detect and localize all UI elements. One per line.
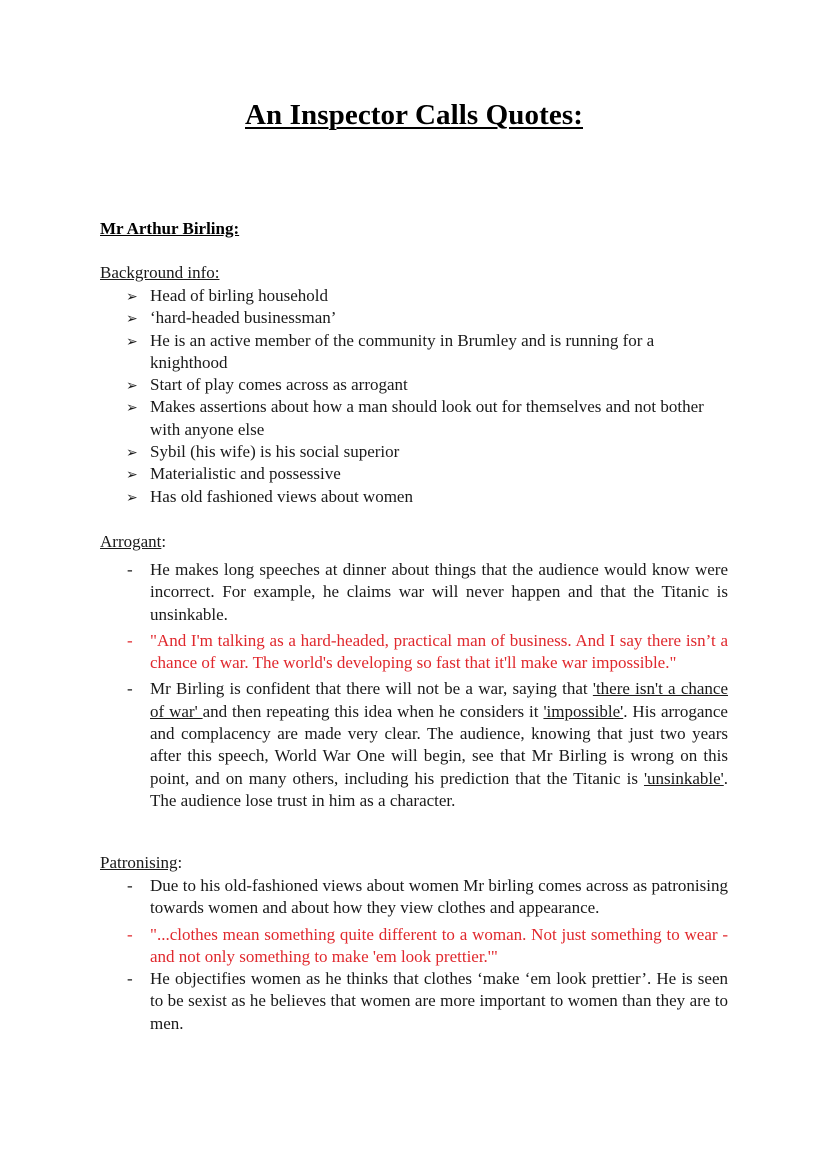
patronising-heading	[100, 853, 182, 873]
list-item	[0, 678, 728, 812]
list-item-text: Start of play comes across as arrogant	[150, 375, 408, 395]
arrowhead-bullet-icon: ➢	[126, 311, 138, 328]
dash-bullet-icon: -	[127, 969, 133, 989]
underlined-quote: 'there isn't a chance of war'	[150, 679, 729, 721]
patronising-list	[0, 875, 728, 1035]
page-title: An Inspector Calls Quotes:	[245, 99, 583, 131]
character-heading: Mr Arthur Birling:	[100, 219, 240, 238]
text-span: . His arrogance and complacency are made very clear. The audience, knowing that just two years after this speech, World War One will begin, see that Mr Birling is wrong on this point, and on many others, including his prediction that the Titanic is	[150, 701, 728, 788]
dash-bullet-icon: -	[127, 876, 133, 895]
heading-colon: :	[177, 853, 183, 872]
list-item-text: ‘hard-headed businessman’	[150, 308, 337, 328]
patronising-heading-label: Patronising	[100, 853, 178, 872]
arrowhead-bullet-icon: ➢	[126, 445, 138, 462]
list-item	[0, 486, 728, 508]
arrogant-heading	[100, 532, 166, 552]
list-item	[0, 441, 728, 463]
quote-item	[0, 630, 728, 675]
heading-colon: :	[161, 532, 167, 551]
list-item	[0, 374, 728, 396]
dash-bullet-icon: -	[127, 560, 133, 579]
quote-item	[0, 924, 728, 969]
arrowhead-bullet-icon: ➢	[126, 378, 138, 395]
background-list	[0, 285, 728, 508]
list-item	[0, 463, 728, 485]
list-item	[0, 307, 728, 329]
arrowhead-bullet-icon: ➢	[126, 289, 138, 305]
arrogant-list	[0, 559, 728, 812]
list-item-text: Due to his old-fashioned views about women Mr birling comes across as patronising towards women and about how they view clothes and appearance.	[150, 876, 728, 918]
list-item-text: Has old fashioned views about women	[150, 486, 413, 506]
text-span: and then repeating this idea when he considers it	[202, 701, 544, 721]
background-heading-label: Background info:	[100, 263, 220, 282]
list-item-text: Makes assertions about how a man should look out for themselves and not bother with anyone else	[150, 397, 704, 439]
dash-bullet-icon: -	[127, 630, 133, 650]
text-span: Mr Birling is confident that there will not be a war, saying that	[150, 679, 593, 699]
background-heading	[100, 263, 219, 283]
arrowhead-bullet-icon: ➢	[126, 467, 138, 484]
list-item	[0, 559, 728, 626]
text-span: . The audience lose trust in him as a character.	[150, 768, 728, 810]
list-item-text	[150, 678, 728, 812]
list-item	[0, 330, 728, 375]
list-item	[0, 285, 728, 307]
arrogant-heading-label: Arrogant	[100, 532, 162, 551]
arrowhead-bullet-icon: ➢	[126, 333, 138, 350]
list-item	[0, 875, 728, 920]
list-item-text: He is an active member of the community in Brumley and is running for a knighthood	[150, 330, 655, 372]
arrowhead-bullet-icon: ➢	[126, 400, 138, 417]
list-item-text: He makes long speeches at dinner about things that the audience would know were incorrect. For example, he claims war will never happen and that the Titanic is unsinkable.	[150, 560, 728, 624]
dash-bullet-icon: -	[127, 924, 133, 944]
quote-text: "...clothes mean something quite different to a woman. Not just something to wear - and not only something to make 'em look prettier.'"	[150, 924, 728, 966]
list-item-text: Head of birling household	[150, 286, 328, 305]
quote-text: "And I'm talking as a hard-headed, practical man of business. And I say there isn’t a chance of war. The world's developing so fast that it'll make war impossible."	[150, 630, 728, 673]
arrowhead-bullet-icon: ➢	[126, 489, 138, 506]
list-item	[0, 968, 728, 1035]
dash-bullet-icon: -	[127, 679, 133, 699]
underlined-quote: 'unsinkable'	[643, 768, 724, 788]
underlined-quote: 'impossible'	[543, 701, 624, 721]
list-item	[0, 396, 728, 441]
list-item-text: Sybil (his wife) is his social superior	[150, 442, 400, 462]
list-item-text: He objectifies women as he thinks that clothes ‘make ‘em look prettier’. He is seen to be sexist as he believes that women are more important to women than they are to men.	[150, 969, 728, 1033]
list-item-text: Materialistic and possessive	[150, 464, 341, 484]
